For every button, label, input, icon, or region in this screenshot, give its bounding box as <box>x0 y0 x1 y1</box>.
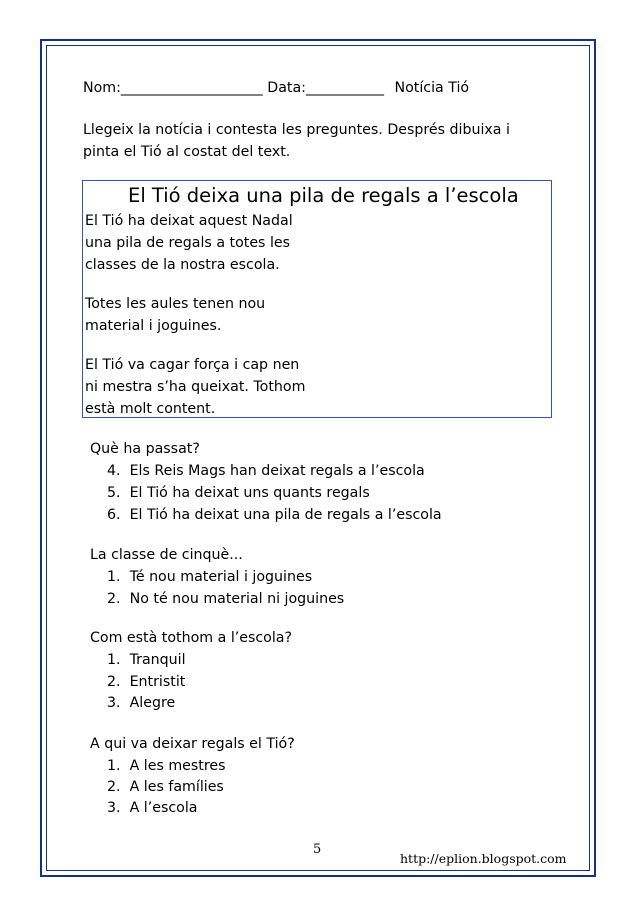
news-line: una pila de regals a totes les <box>85 235 291 251</box>
question-3-option-2[interactable] <box>107 674 185 690</box>
option-text: Alegre <box>129 695 176 711</box>
question-3-option-3[interactable] <box>107 695 175 711</box>
question-3: Com està tothom a l’escola? <box>90 630 293 646</box>
option-number: 4. <box>107 463 121 479</box>
question-1: Què ha passat? <box>90 441 200 457</box>
question-4-option-1[interactable] <box>107 758 226 774</box>
news-line: Totes les aules tenen nou <box>85 296 266 312</box>
instruction-line-1: Llegeix la notícia i contesta les preguntes. Després dibuixa i <box>83 122 510 138</box>
option-text: Tranquil <box>129 652 186 668</box>
news-line: està molt content. <box>85 401 216 417</box>
question-2-option-1[interactable] <box>107 569 312 585</box>
option-text: El Tió ha deixat uns quants regals <box>129 485 370 501</box>
question-2-option-2[interactable] <box>107 591 344 607</box>
question-3-option-1[interactable] <box>107 652 186 668</box>
option-number: 2. <box>107 779 121 795</box>
worksheet-topic: Notícia Tió <box>394 80 470 96</box>
name-field-label: Nom:____________________ <box>83 80 263 96</box>
option-number: 6. <box>107 507 121 523</box>
option-text: Els Reis Mags han deixat regals a l’escola <box>129 463 425 479</box>
website-link[interactable]: http://eplion.blogspot.com <box>400 851 567 866</box>
option-text: El Tió ha deixat una pila de regals a l’escola <box>129 507 442 523</box>
question-2: La classe de cinquè... <box>90 547 243 563</box>
question-4-option-3[interactable] <box>107 800 197 816</box>
option-number: 3. <box>107 800 121 816</box>
news-line: El Tió va cagar força i cap nen <box>85 357 300 373</box>
news-line: material i joguines. <box>85 318 222 334</box>
option-text: A les mestres <box>129 758 226 774</box>
option-text: Té nou material i joguines <box>129 569 313 585</box>
option-number: 1. <box>107 652 121 668</box>
page-number: 5 <box>313 842 322 857</box>
header-line <box>83 80 469 96</box>
option-number: 2. <box>107 591 121 607</box>
option-number: 2. <box>107 674 121 690</box>
option-number: 5. <box>107 485 121 501</box>
option-text: A les famílies <box>129 779 224 795</box>
option-text: A l’escola <box>129 800 198 816</box>
option-number: 3. <box>107 695 121 711</box>
question-1-option-6[interactable] <box>107 507 442 523</box>
date-field-label: Data:___________ <box>267 80 384 96</box>
question-1-option-5[interactable] <box>107 485 370 501</box>
news-line: ni mestra s’ha queixat. Tothom <box>85 379 306 395</box>
news-line: classes de la nostra escola. <box>85 257 280 273</box>
option-text: No té nou material ni joguines <box>129 591 345 607</box>
instruction-line-2: pinta el Tió al costat del text. <box>83 144 291 160</box>
news-line: El Tió ha deixat aquest Nadal <box>85 213 293 229</box>
option-number: 1. <box>107 758 121 774</box>
question-4-option-2[interactable] <box>107 779 224 795</box>
question-4: A qui va deixar regals el Tió? <box>90 736 295 752</box>
question-1-option-4[interactable] <box>107 463 425 479</box>
option-text: Entristit <box>129 674 186 690</box>
option-number: 1. <box>107 569 121 585</box>
news-title: El Tió deixa una pila de regals a l’escola <box>128 184 519 207</box>
